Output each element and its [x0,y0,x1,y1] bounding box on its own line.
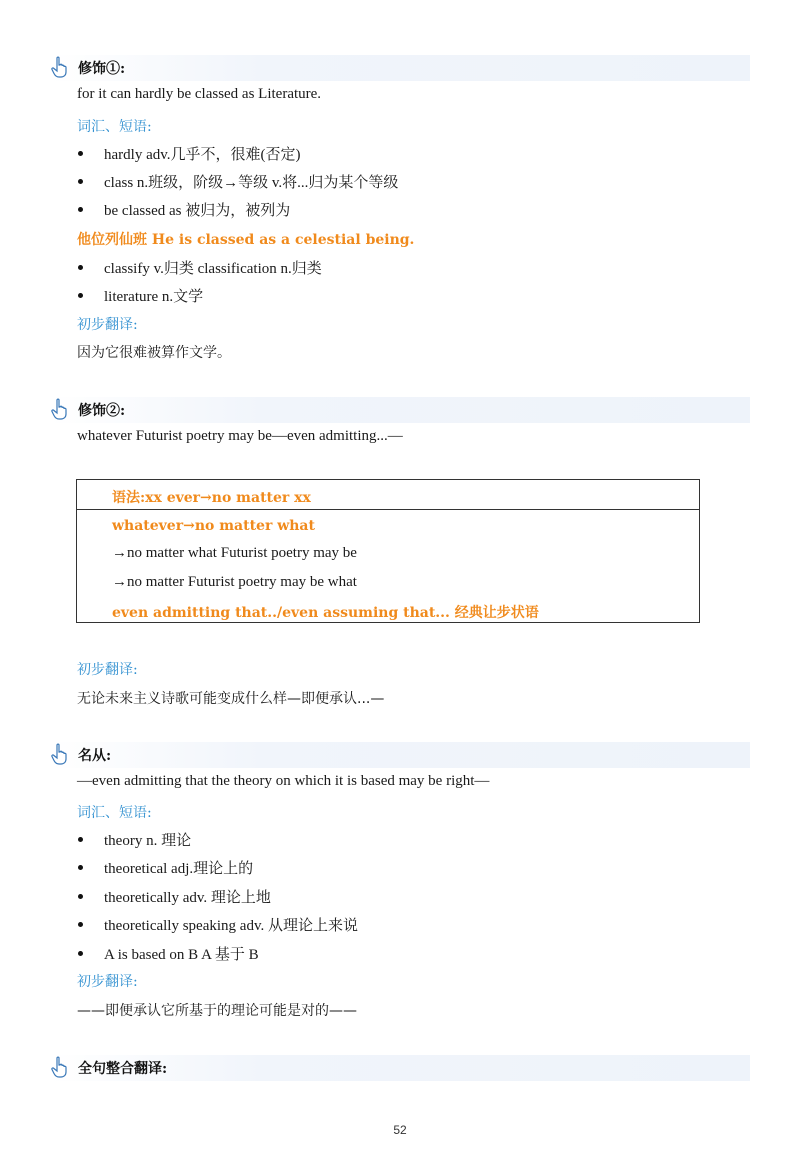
translation-text: 因为它很难被算作文学。 [77,345,231,361]
translation-label: 初步翻译: [77,974,138,990]
pointing-hand-icon [50,743,70,765]
translation-label: 初步翻译: [77,662,138,678]
list-item: A is based on B A 基于 B [78,943,259,964]
section-title: 修饰②: [78,403,126,419]
list-item: class n.班级，阶级→等级 v.将...归为某个等级 [78,171,398,192]
pointing-hand-icon [50,398,70,420]
grammar-box-header [77,480,699,510]
source-sentence: whatever Futurist poetry may be—even admitting...— [77,428,403,444]
list-item: theoretically speaking adv. 从理论上来说 [78,914,358,935]
grammar-line: →no matter Futurist poetry may be what [112,574,357,590]
section-title: 名从: [78,748,112,764]
section-header-2 [50,397,750,423]
translation-text: 无论未来主义诗歌可能变成什么样—即便承认...— [77,691,385,707]
grammar-line: even admitting that../even assuming that... 经典让步状语 [112,605,539,621]
grammar-rule: 语法:xx ever→no matter xx [112,490,311,506]
grammar-line: whatever→no matter what [112,518,315,534]
grammar-box [76,479,700,623]
list-item: classify v.归类 classification n.归类 [78,257,322,278]
section-title: 全句整合翻译: [78,1061,168,1077]
pointing-hand-icon [50,56,70,78]
page-number: 52 [393,1123,407,1137]
list-item: hardly adv.几乎不，很难(否定) [78,143,301,164]
list-item: theoretically adv. 理论上地 [78,886,271,907]
section-header-3 [50,742,750,768]
source-sentence: —even admitting that the theory on which it is based may be right— [77,773,490,789]
translation-text: ——即便承认它所基于的理论可能是对的—— [77,1003,357,1019]
translation-label: 初步翻译: [77,317,138,333]
section-header-4 [50,1055,750,1081]
example-sentence: 他位列仙班 He is classed as a celestial being. [77,232,415,248]
list-item: be classed as 被归为，被列为 [78,199,290,220]
list-item: literature n.文学 [78,285,203,306]
vocab-label: 词汇、短语: [77,805,152,821]
pointing-hand-icon [50,1056,70,1078]
vocab-label: 词汇、短语: [77,119,152,135]
list-item: theoretical adj.理论上的 [78,857,253,878]
section-header-1 [50,55,750,81]
grammar-line: →no matter what Futurist poetry may be [112,545,357,561]
list-item: theory n. 理论 [78,829,191,850]
source-sentence: for it can hardly be classed as Literature. [77,86,322,102]
section-title: 修饰①: [78,61,126,77]
